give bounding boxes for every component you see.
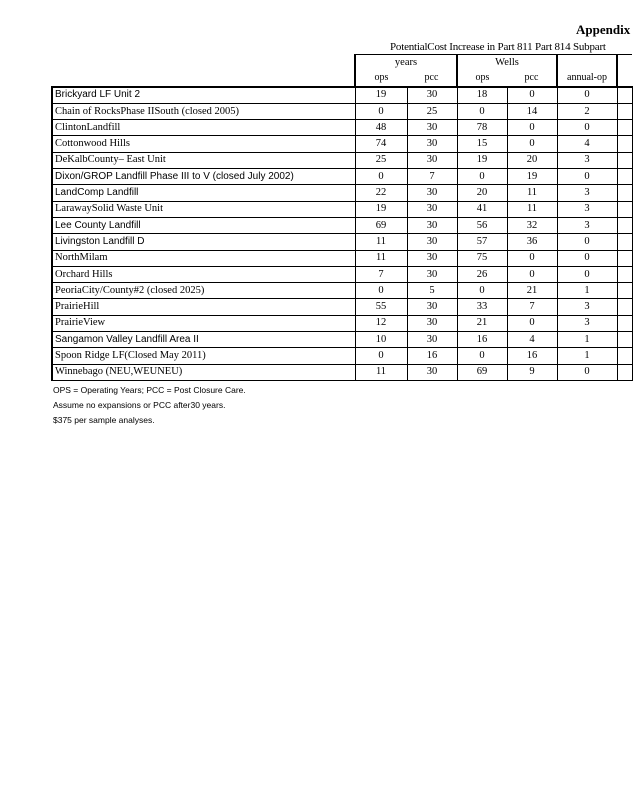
extra-cell — [617, 266, 632, 282]
wells-ops-cell: 0 — [457, 348, 507, 364]
table-row — [52, 348, 632, 364]
years-ops-cell: 69 — [355, 217, 407, 233]
wells-ops-cell: 57 — [457, 234, 507, 250]
annual-op-cell: 3 — [557, 299, 617, 315]
extra-cell — [617, 185, 632, 201]
annual-op-cell: 1 — [557, 348, 617, 364]
table-row — [52, 315, 632, 331]
extra-cell — [617, 169, 632, 185]
years-pcc-cell: 30 — [407, 250, 457, 266]
years-ops-cell: 0 — [355, 103, 407, 119]
extra-cell — [617, 87, 632, 104]
landfill-name: PeoriaCity/County#2 (closed 2025) — [52, 283, 355, 299]
extra-cell — [617, 315, 632, 331]
years-ops-cell: 11 — [355, 250, 407, 266]
annual-op-cell: 0 — [557, 364, 617, 380]
wells-ops-cell: 78 — [457, 120, 507, 136]
wells-pcc-cell: 0 — [507, 87, 557, 104]
extra-cell — [617, 136, 632, 152]
wells-ops-cell: 26 — [457, 266, 507, 282]
cost-increase-table — [51, 54, 633, 381]
annual-op-cell: 1 — [557, 332, 617, 348]
wells-ops-cell: 16 — [457, 332, 507, 348]
wells-pcc-cell: 7 — [507, 299, 557, 315]
column-header-row — [52, 70, 632, 86]
annual-op-cell: 0 — [557, 87, 617, 104]
annual-op-cell: 3 — [557, 152, 617, 168]
years-ops-cell: 7 — [355, 266, 407, 282]
table-row — [52, 136, 632, 152]
wells-pcc-cell: 11 — [507, 185, 557, 201]
extra-cell — [617, 332, 632, 348]
years-ops-cell: 22 — [355, 185, 407, 201]
wells-group-header: Wells — [457, 55, 557, 71]
wells-pcc-cell: 0 — [507, 120, 557, 136]
years-pcc-cell: 7 — [407, 169, 457, 185]
years-pcc-cell: 30 — [407, 217, 457, 233]
table-row — [52, 169, 632, 185]
wells-pcc-header: pcc — [507, 70, 557, 86]
table-row — [52, 201, 632, 217]
wells-ops-cell: 21 — [457, 315, 507, 331]
years-pcc-cell: 30 — [407, 136, 457, 152]
wells-pcc-cell: 36 — [507, 234, 557, 250]
annual-group-blank — [557, 55, 617, 71]
landfill-name: Livingston Landfill D — [52, 234, 355, 250]
landfill-name: PrairieView — [52, 315, 355, 331]
years-pcc-cell: 30 — [407, 120, 457, 136]
extra-column-header — [617, 70, 632, 86]
group-header-row — [52, 55, 632, 71]
years-pcc-cell: 30 — [407, 266, 457, 282]
years-ops-cell: 12 — [355, 315, 407, 331]
footnote-definitions: OPS = Operating Years; PCC = Post Closure Care. — [53, 385, 246, 395]
annual-op-cell: 0 — [557, 266, 617, 282]
table-row — [52, 250, 632, 266]
table-row — [52, 103, 632, 119]
wells-pcc-cell: 32 — [507, 217, 557, 233]
annual-op-cell: 3 — [557, 217, 617, 233]
years-pcc-cell: 30 — [407, 299, 457, 315]
years-pcc-cell: 30 — [407, 332, 457, 348]
years-ops-cell: 48 — [355, 120, 407, 136]
wells-ops-cell: 75 — [457, 250, 507, 266]
landfill-name: Lee County Landfill — [52, 217, 355, 233]
wells-ops-cell: 19 — [457, 152, 507, 168]
wells-pcc-cell: 20 — [507, 152, 557, 168]
table-row — [52, 152, 632, 168]
table-subtitle: PotentialCost Increase in Part 811 Part 814 Subpart — [390, 41, 606, 53]
years-pcc-cell: 30 — [407, 185, 457, 201]
wells-pcc-cell: 4 — [507, 332, 557, 348]
table-row — [52, 266, 632, 282]
landfill-name: Spoon Ridge LF(Closed May 2011) — [52, 348, 355, 364]
years-ops-cell: 0 — [355, 283, 407, 299]
table-row — [52, 332, 632, 348]
extra-cell — [617, 103, 632, 119]
footnote-assumption: Assume no expansions or PCC after30 years. — [53, 400, 226, 410]
wells-pcc-cell: 0 — [507, 250, 557, 266]
extra-group-blank — [617, 55, 632, 71]
years-ops-cell: 11 — [355, 234, 407, 250]
wells-ops-cell: 0 — [457, 103, 507, 119]
name-column-header — [52, 70, 355, 86]
wells-pcc-cell: 11 — [507, 201, 557, 217]
landfill-name: Chain of RocksPhase IISouth (closed 2005) — [52, 103, 355, 119]
wells-pcc-cell: 16 — [507, 348, 557, 364]
annual-op-cell: 0 — [557, 120, 617, 136]
years-pcc-cell: 30 — [407, 201, 457, 217]
years-group-header: years — [355, 55, 457, 71]
years-ops-cell: 11 — [355, 364, 407, 380]
table-row — [52, 299, 632, 315]
years-pcc-cell: 30 — [407, 234, 457, 250]
landfill-name: NorthMilam — [52, 250, 355, 266]
landfill-name: Winnebago (NEU,WEUNEU) — [52, 364, 355, 380]
annual-op-cell: 3 — [557, 315, 617, 331]
annual-op-header: annual-op — [557, 70, 617, 86]
annual-op-cell: 4 — [557, 136, 617, 152]
wells-ops-cell: 15 — [457, 136, 507, 152]
years-ops-cell: 19 — [355, 201, 407, 217]
footnotes — [53, 383, 246, 428]
annual-op-cell: 0 — [557, 250, 617, 266]
table-row — [52, 87, 632, 104]
wells-pcc-cell: 0 — [507, 315, 557, 331]
wells-ops-cell: 56 — [457, 217, 507, 233]
extra-cell — [617, 201, 632, 217]
wells-ops-cell: 33 — [457, 299, 507, 315]
years-ops-cell: 0 — [355, 348, 407, 364]
annual-op-cell: 0 — [557, 234, 617, 250]
wells-pcc-cell: 14 — [507, 103, 557, 119]
years-pcc-cell: 30 — [407, 364, 457, 380]
landfill-name: Dixon/GROP Landfill Phase III to V (closed July 2002) — [52, 169, 355, 185]
wells-ops-cell: 69 — [457, 364, 507, 380]
wells-ops-cell: 18 — [457, 87, 507, 104]
landfill-name: ClintonLandfill — [52, 120, 355, 136]
table-row — [52, 120, 632, 136]
name-header-blank — [52, 55, 355, 71]
wells-pcc-cell: 0 — [507, 266, 557, 282]
wells-pcc-cell: 0 — [507, 136, 557, 152]
extra-cell — [617, 283, 632, 299]
table-row — [52, 185, 632, 201]
years-pcc-cell: 30 — [407, 152, 457, 168]
years-ops-cell: 10 — [355, 332, 407, 348]
annual-op-cell: 1 — [557, 283, 617, 299]
annual-op-cell: 2 — [557, 103, 617, 119]
extra-cell — [617, 250, 632, 266]
landfill-name: Cottonwood Hills — [52, 136, 355, 152]
landfill-name: PrairieHill — [52, 299, 355, 315]
table-row — [52, 217, 632, 233]
years-pcc-header: pcc — [407, 70, 457, 86]
annual-op-cell: 3 — [557, 201, 617, 217]
years-ops-cell: 25 — [355, 152, 407, 168]
years-pcc-cell: 30 — [407, 315, 457, 331]
wells-ops-cell: 41 — [457, 201, 507, 217]
landfill-name: LandComp Landfill — [52, 185, 355, 201]
years-ops-cell: 19 — [355, 87, 407, 104]
table-row — [52, 283, 632, 299]
wells-ops-cell: 0 — [457, 169, 507, 185]
landfill-name: Sangamon Valley Landfill Area II — [52, 332, 355, 348]
landfill-name: DeKalbCounty– East Unit — [52, 152, 355, 168]
years-ops-cell: 0 — [355, 169, 407, 185]
footnote-cost: $375 per sample analyses. — [53, 415, 155, 425]
wells-ops-cell: 0 — [457, 283, 507, 299]
extra-cell — [617, 152, 632, 168]
landfill-name: LarawaySolid Waste Unit — [52, 201, 355, 217]
annual-op-cell: 0 — [557, 169, 617, 185]
wells-ops-cell: 20 — [457, 185, 507, 201]
wells-pcc-cell: 21 — [507, 283, 557, 299]
years-pcc-cell: 5 — [407, 283, 457, 299]
table-row — [52, 364, 632, 380]
extra-cell — [617, 299, 632, 315]
extra-cell — [617, 348, 632, 364]
wells-pcc-cell: 9 — [507, 364, 557, 380]
appendix-title: Appendix — [576, 22, 631, 37]
table-row — [52, 234, 632, 250]
wells-ops-header: ops — [457, 70, 507, 86]
years-pcc-cell: 16 — [407, 348, 457, 364]
years-ops-header: ops — [355, 70, 407, 86]
landfill-name: Brickyard LF Unit 2 — [52, 87, 355, 104]
landfill-name: Orchard Hills — [52, 266, 355, 282]
years-ops-cell: 55 — [355, 299, 407, 315]
years-pcc-cell: 25 — [407, 103, 457, 119]
years-ops-cell: 74 — [355, 136, 407, 152]
extra-cell — [617, 120, 632, 136]
extra-cell — [617, 234, 632, 250]
extra-cell — [617, 364, 632, 380]
wells-pcc-cell: 19 — [507, 169, 557, 185]
years-pcc-cell: 30 — [407, 87, 457, 104]
annual-op-cell: 3 — [557, 185, 617, 201]
extra-cell — [617, 217, 632, 233]
